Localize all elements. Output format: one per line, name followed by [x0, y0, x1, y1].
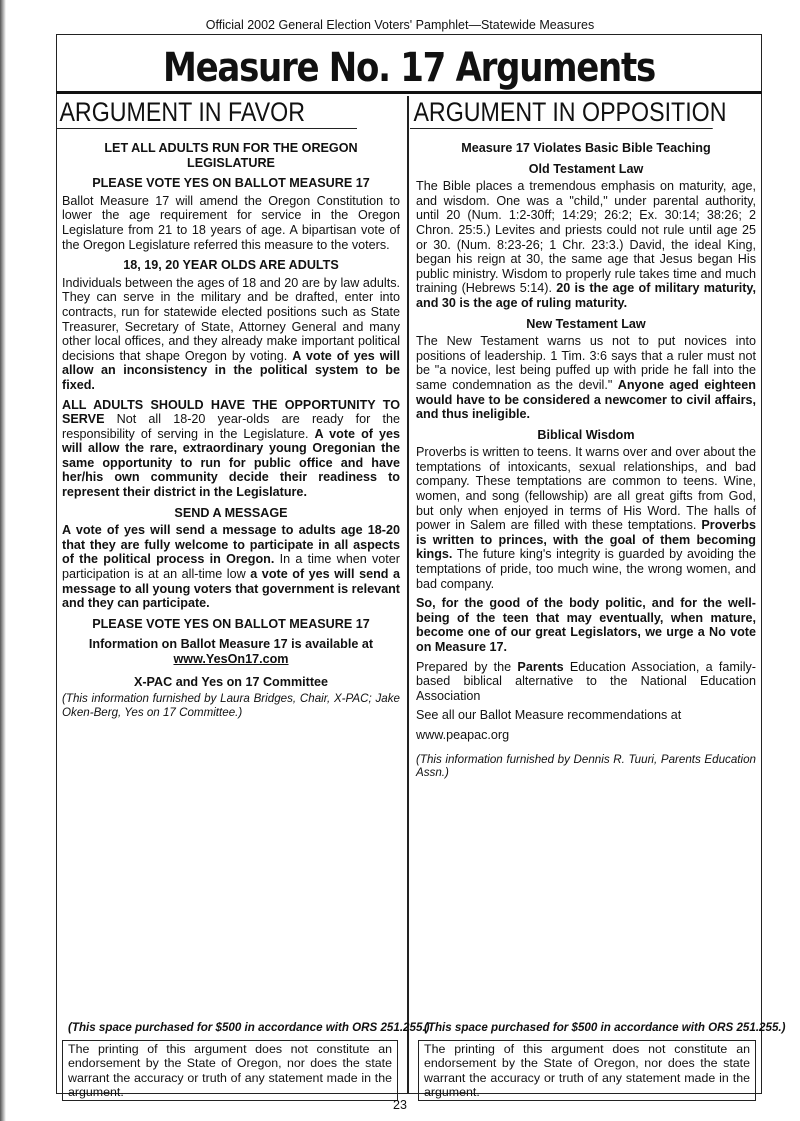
opposition-lead-2: Old Testament Law [528, 161, 644, 176]
opposition-p2-text: The New Testament warns us not to put novices into positions of leadership. 1 Tim. 3:6 says that a ruler must not be "a novice, lest being puffed up with pride he fall into the same condemnation as the devil." [416, 334, 756, 392]
favor-furnished: (This information furnished by Laura Bridges, Chair, X-PAC; Jake Oken-Berg, Yes on 17 Committee.) [62, 692, 400, 719]
opposition-paragraph-2 [416, 334, 756, 422]
opposition-paragraph-1 [416, 179, 756, 310]
opposition-paragraph-3 [416, 445, 756, 591]
opposition-subheading-wisdom: Biblical Wisdom [537, 427, 635, 442]
favor-close-1: PLEASE VOTE YES ON BALLOT MEASURE 17 [92, 616, 370, 631]
argument-in-favor [56, 96, 406, 1094]
favor-p4-bold-a: A vote of yes will send a message to adults age 18-20 that they are fully welcome to participate in all aspects of the political process in Oregon. [62, 523, 400, 567]
favor-p2-text: Individuals between the ages of 18 and 20 are by law adults. They can serve in the military and be drafted, enter into contracts, run for statewide elected positions such as State Treasurer, Secretary of State, Attorney General and many other local offices, and they already make important political decisions that shape Oregon by voting. [62, 275, 400, 363]
favor-paragraph-1: Ballot Measure 17 will amend the Oregon Constitution to lower the age requirement for service in the Oregon Legislature from 21 to 18 years of age. A bipartisan vote of the Oregon Legislature referred this measure to the voters. [62, 193, 400, 252]
favor-paragraph-2 [62, 276, 400, 393]
opposition-paragraph-4: So, for the good of the body politic, and for the well-being of the teen that may eventually, when mature, become one of our great Legislators, we urge a No vote on Measure 17. [416, 596, 756, 654]
prep-a: Prepared by the [416, 659, 512, 674]
favor-subheading-adults: 18, 19, 20 YEAR OLDS ARE ADULTS [123, 258, 339, 273]
opposition-see-all: See all our Ballot Measure recommendations at [416, 708, 682, 723]
opposition-p1-bold: 20 is the age of military maturity, and 30 is the age of ruling maturity. [416, 281, 757, 310]
opposition-lead-1: Measure 17 Violates Basic Bible Teaching [461, 141, 711, 155]
opposition-p3-text: Proverbs is written to teens. It warns over and over about the temptations of intoxicants, sexual relationships, and bad company. These temptations are common to teens. Wine, women, and song (fellowship) are all great gifts from God, but only when enjoyed in terms of His Word. The halls of power in Salem are filled with these temptations. [416, 445, 756, 533]
page-title: Measure No. 17 Arguments [163, 45, 655, 91]
opposition-disclaimer: The printing of this argument does not constitute an endorsement by the State of Oregon, nor does the state warrant the accuracy or truth of any statement made in the argument. [418, 1040, 756, 1101]
favor-p3-text: Not all 18-20 year-olds are ready for the responsibility of serving in the Legislature. [62, 412, 401, 441]
favor-p2-bold: A vote of yes will allow an inconsistency in the political system to be fixed. [62, 348, 401, 392]
favor-p3-heading: ALL ADULTS SHOULD HAVE THE OPPORTUNITY TO SERVE [62, 397, 400, 427]
favor-lead-2: PLEASE VOTE YES ON BALLOT MEASURE 17 [92, 176, 370, 191]
favor-paragraph-4 [62, 523, 400, 611]
page-number: 23 [393, 1098, 407, 1112]
favor-paragraph-3 [62, 398, 400, 500]
favor-subheading-message: SEND A MESSAGE [174, 505, 288, 520]
title-rule [56, 91, 762, 94]
favor-committee: X-PAC and Yes on 17 Committee [133, 674, 329, 689]
opposition-p3-text-2: The future king's integrity is guarded by avoiding the temptations of pride, too much wine, the wrong women, and bad company. [416, 547, 756, 591]
favor-purchased-note: (This space purchased for $500 in accordance with ORS 251.255.) [68, 1021, 430, 1034]
prep-b: Parents [517, 659, 564, 674]
column-divider [407, 96, 409, 1094]
opposition-url-link[interactable]: www.peapac.org [416, 727, 510, 742]
favor-lead-1: LET ALL ADULTS RUN FOR THE OREGON LEGISLATURE [104, 141, 358, 170]
opposition-p3-bold: Proverbs is written to princes, with the goal of them becoming kings. [416, 518, 757, 562]
favor-close-2: Information on Ballot Measure 17 is available at [88, 637, 374, 652]
favor-disclaimer: The printing of this argument does not constitute an endorsement by the State of Oregon, nor does the state warrant the accuracy or truth of any statement made in the argument. [62, 1040, 398, 1101]
opposition-purchased-note: (This space purchased for $500 in accordance with ORS 251.255.) [424, 1021, 786, 1034]
opposition-furnished: (This information furnished by Dennis R. Tuuri, Parents Education Assn.) [416, 752, 756, 780]
prep-c: Education Association, a family-based biblical alternative to the National Education Association [416, 659, 756, 703]
opposition-p1-text: The Bible places a tremendous emphasis on maturity, age, and wisdom. One was a "child," under parental authority, until 20 (Num. 1:2-30ff; 14:29; 26:2; Ex. 30:14; 38:26; 2 Chron. 25:5.) Levites and priests could not rule until age 25 or 30. (Num. 8:23-26; 1 Chr. 23:3.) David, the ideal King, began his reign at 30, the same age that Jesus began His public ministry. Wisdom to properly rule takes time and much training (Hebrews 5:14). [416, 179, 756, 296]
scan-edge [0, 0, 6, 1121]
opposition-subheading-nt: New Testament Law [526, 316, 646, 331]
favor-heading: ARGUMENT IN FAVOR [56, 96, 357, 129]
favor-url-link[interactable]: www.YesOn17.com [173, 652, 289, 666]
running-header: Official 2002 General Election Voters' Pamphlet—Statewide Measures [205, 18, 595, 32]
opposition-p2-bold: Anyone aged eighteen would have to be considered a newcomer to civil affairs, and thus ineligible. [416, 377, 756, 422]
favor-p4-bold-b: a vote of yes will send a message to all young voters that government is relevant and they can participate. [62, 567, 401, 611]
argument-in-opposition [410, 96, 762, 1094]
opposition-prepared-by [416, 660, 756, 704]
opposition-heading: ARGUMENT IN OPPOSITION [410, 96, 713, 129]
favor-p4-text: In a time when voter participation is at an all-time low [62, 552, 400, 582]
favor-p3-bold: A vote of yes will allow the rare, extraordinary young Oregonian the same opportunity to run for public office and have her/his own community decide their readiness to represent their district in the Legislature. [62, 426, 401, 500]
